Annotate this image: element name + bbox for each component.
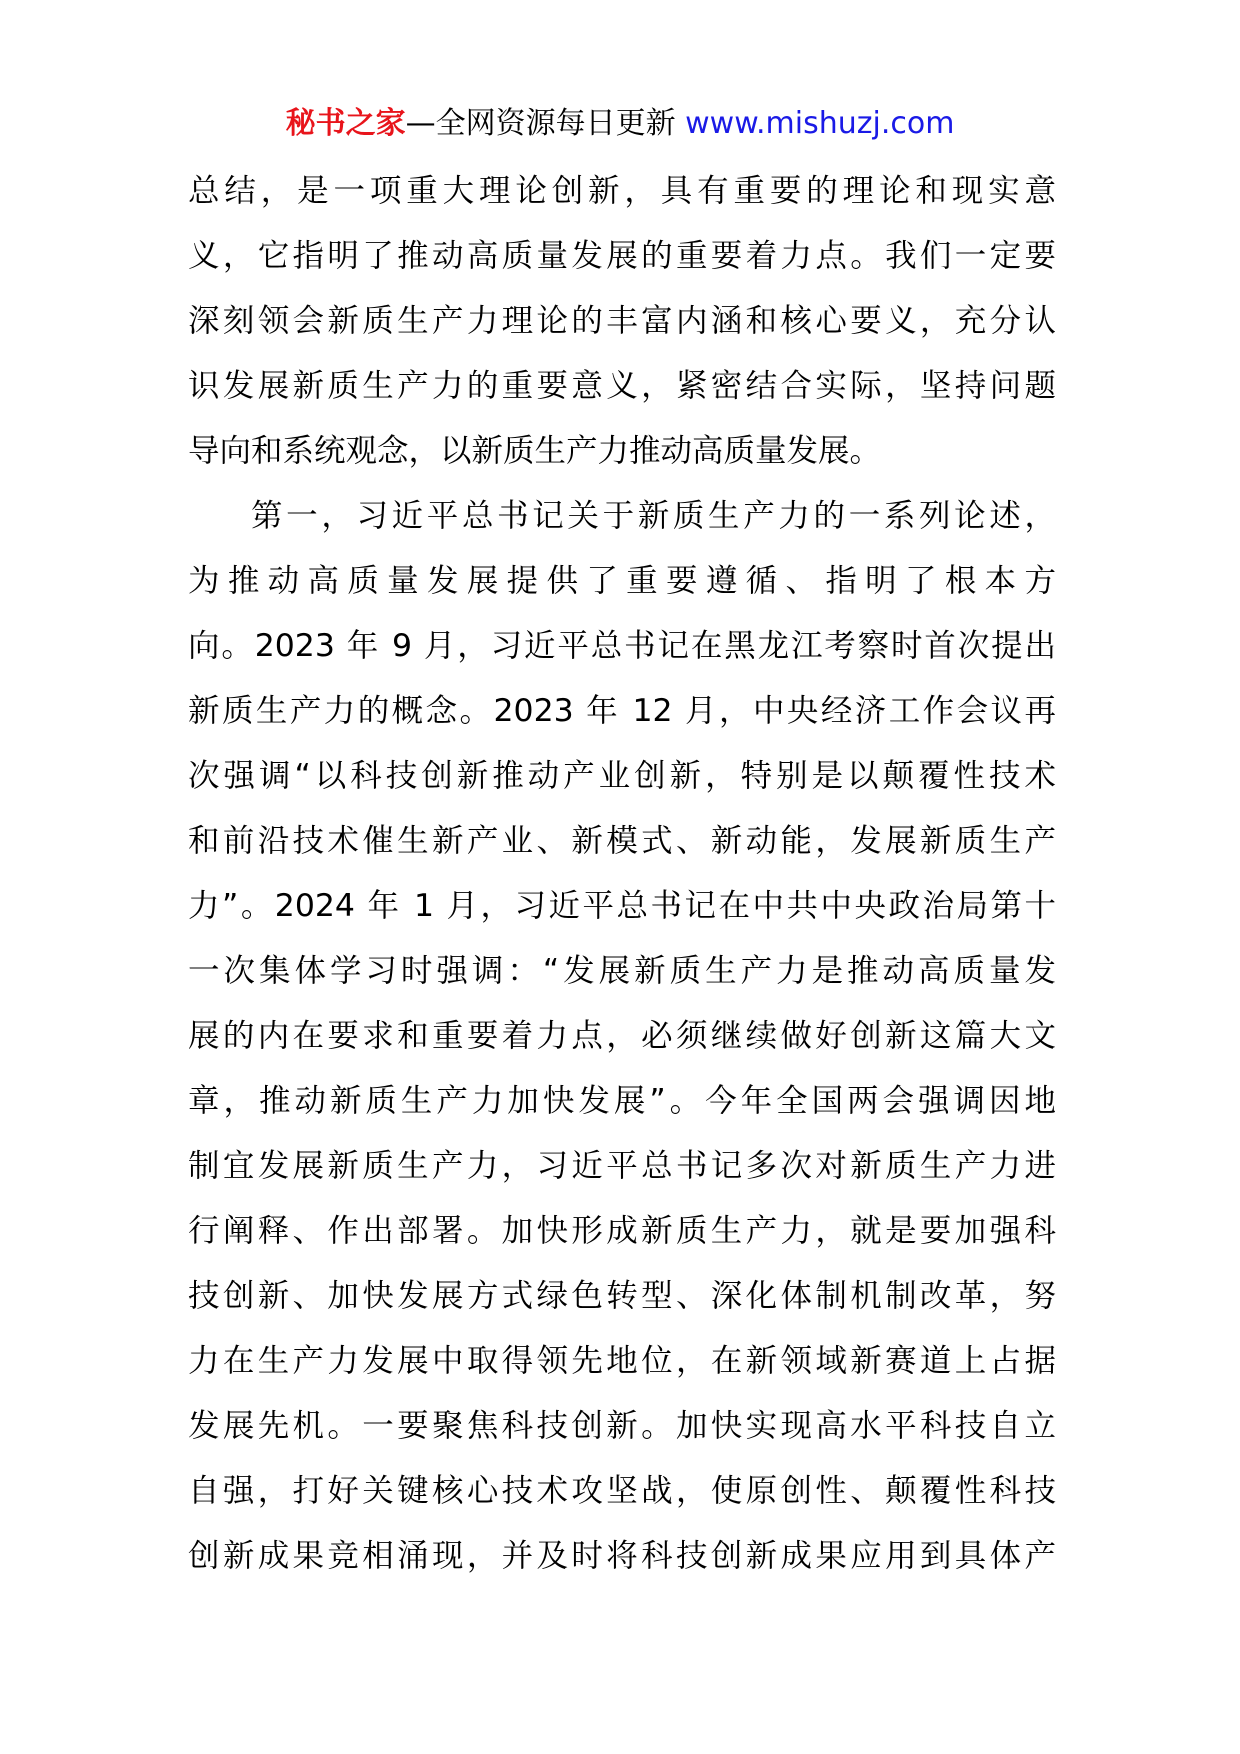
text-line: 义，它指明了推动高质量发展的重要着力点。我们一定要 [188, 238, 1056, 274]
site-url-link[interactable]: www.mishuzj.com [685, 106, 955, 141]
text-line: 识发展新质生产力的重要意义，紧密结合实际，坚持问题 [188, 368, 1056, 404]
site-header [0, 104, 1240, 144]
text-line: 新质生产力的概念。2023 年 12 月，中央经济工作会议再 [188, 693, 1056, 729]
text-line: 一次集体学习时强调：“发展新质生产力是推动高质量发 [188, 953, 1056, 989]
header-tagline: —全网资源每日更新 [405, 106, 676, 141]
text-line: 自强，打好关键核心技术攻坚战，使原创性、颠覆性科技 [188, 1473, 1056, 1509]
text-line: 导向和系统观念，以新质生产力推动高质量发展。 [188, 433, 882, 469]
document-body [188, 159, 1056, 1589]
text-line: 展的内在要求和重要着力点，必须继续做好创新这篇大文 [188, 1018, 1056, 1054]
text-line: 第一，习近平总书记关于新质生产力的一系列论述， [251, 498, 1056, 534]
text-line: 技创新、加快发展方式绿色转型、深化体制机制改革，努 [188, 1278, 1056, 1314]
text-line: 力在生产力发展中取得领先地位，在新领域新赛道上占据 [188, 1343, 1056, 1379]
text-line: 和前沿技术催生新产业、新模式、新动能，发展新质生产 [188, 823, 1056, 859]
text-line: 为推动高质量发展提供了重要遵循、指明了根本方 [188, 563, 1056, 599]
text-line: 行阐释、作出部署。加快形成新质生产力，就是要加强科 [188, 1213, 1056, 1249]
text-line: 制宜发展新质生产力，习近平总书记多次对新质生产力进 [188, 1148, 1056, 1184]
text-line: 次强调“以科技创新推动产业创新，特别是以颠覆性技术 [188, 758, 1056, 794]
text-line: 总结，是一项重大理论创新，具有重要的理论和现实意 [188, 173, 1056, 209]
text-line: 发展先机。一要聚焦科技创新。加快实现高水平科技自立 [188, 1408, 1056, 1444]
text-line: 深刻领会新质生产力理论的丰富内涵和核心要义，充分认 [188, 303, 1056, 339]
text-line: 向。2023 年 9 月，习近平总书记在黑龙江考察时首次提出 [188, 628, 1056, 664]
text-line: 创新成果竞相涌现，并及时将科技创新成果应用到具体产 [188, 1538, 1056, 1574]
brand-name: 秘书之家 [285, 106, 406, 141]
text-line: 力”。2024 年 1 月，习近平总书记在中共中央政治局第十 [188, 888, 1056, 924]
text-line: 章，推动新质生产力加快发展”。今年全国两会强调因地 [188, 1083, 1056, 1119]
